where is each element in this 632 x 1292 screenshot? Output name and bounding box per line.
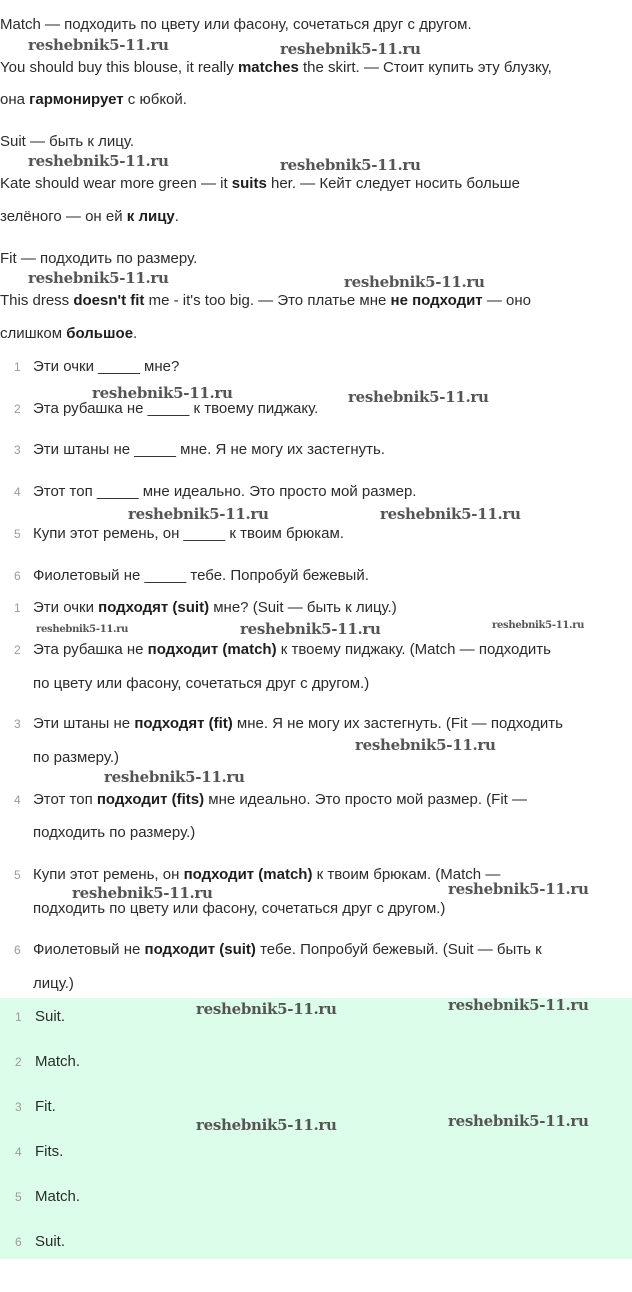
text: Фиолетовый не _____ тебе. Попробуй бежевый. (33, 567, 369, 584)
text: Fit. (35, 1098, 56, 1115)
text-line (0, 59, 552, 77)
item-number: 3 (14, 717, 21, 731)
watermark: reshebnik5-11.ru (448, 1112, 589, 1130)
text: Эти штаны не (33, 715, 135, 732)
exercise-line (33, 567, 369, 585)
bold-text: подходят (fit) (134, 715, 233, 732)
watermark: reshebnik5-11.ru (28, 269, 169, 287)
text: Fit — подходить по размеру. (0, 250, 198, 267)
text: Этот топ (33, 791, 97, 808)
text: мне. Я не могу их застегнуть. (Fit — подходить (232, 715, 563, 732)
exercise-line (33, 749, 119, 767)
watermark: reshebnik5-11.ru (240, 620, 381, 638)
watermark: reshebnik5-11.ru (380, 505, 521, 523)
answer-line (35, 1233, 65, 1251)
text: Этот топ _____ мне идеально. Это просто мой размер. (33, 483, 417, 500)
text: . (133, 325, 138, 342)
text: мне? (Suit — быть к лицу.) (209, 599, 397, 616)
text: лицу.) (33, 975, 74, 992)
text: You should buy this blouse, it really (0, 59, 238, 76)
text: Эти штаны не _____ мне. Я не могу их застегнуть. (33, 441, 385, 458)
answer-line (35, 1188, 80, 1206)
watermark: reshebnik5-11.ru (104, 768, 245, 786)
item-number: 1 (15, 1010, 22, 1024)
item-number: 5 (15, 1190, 22, 1204)
bold-text: подходит (match) (147, 641, 277, 658)
text: Suit. (35, 1233, 66, 1250)
watermark: reshebnik5-11.ru (28, 152, 169, 170)
watermark: reshebnik5-11.ru (196, 1116, 337, 1134)
exercise-line (33, 400, 318, 418)
text: мне идеально. Это просто мой размер. (Fit — (204, 791, 527, 808)
text-line (0, 16, 472, 34)
text: — оно (482, 292, 531, 309)
text: подходить по цвету или фасону, сочетаться друг с другом.) (33, 900, 446, 917)
text: Эти очки _____ мне? (33, 358, 180, 375)
text: зелёного — он ей (0, 208, 127, 225)
answer-line (35, 1143, 63, 1161)
exercise-line (33, 441, 385, 459)
bold-text: подходит (match) (183, 866, 313, 883)
bold-text: к лицу (126, 208, 175, 225)
text: Fits. (35, 1143, 64, 1160)
bold-text: не подходит (390, 292, 483, 309)
watermark: reshebnik5-11.ru (348, 388, 489, 406)
text: . (174, 208, 179, 225)
text: Фиолетовый не (33, 941, 145, 958)
watermark: reshebnik5-11.ru (355, 736, 496, 754)
exercise-line (33, 791, 527, 809)
item-number: 4 (14, 485, 21, 499)
exercise-line (33, 900, 445, 918)
answer-line (35, 1098, 56, 1116)
item-number: 1 (14, 601, 21, 615)
text-line (0, 325, 137, 343)
exercise-line (33, 715, 563, 733)
bold-text: гармонирует (29, 91, 124, 108)
text-line (0, 208, 179, 226)
exercise-line (33, 599, 397, 617)
watermark: reshebnik5-11.ru (36, 624, 129, 635)
bold-text: подходит (fits) (96, 791, 205, 808)
bold-text: matches (237, 59, 299, 76)
bold-text: большое (66, 325, 134, 342)
text: она (0, 91, 30, 108)
text: Эти очки (33, 599, 99, 616)
watermark: reshebnik5-11.ru (28, 36, 169, 54)
item-number: 6 (15, 1235, 22, 1249)
bold-text: подходят (suit) (98, 599, 210, 616)
text: me - it's too big. — Это платье мне (144, 292, 391, 309)
watermark: reshebnik5-11.ru (92, 384, 233, 402)
item-number: 2 (15, 1055, 22, 1069)
text: по цвету или фасону, сочетаться друг с другом.) (33, 675, 370, 692)
watermark: reshebnik5-11.ru (492, 620, 585, 631)
watermark: reshebnik5-11.ru (448, 996, 589, 1014)
exercise-line (33, 483, 416, 501)
text-line (0, 292, 531, 310)
text: Match. (35, 1053, 81, 1070)
exercise-line (33, 358, 179, 376)
exercise-line (33, 866, 500, 884)
exercise-line (33, 641, 551, 659)
item-number: 4 (14, 793, 21, 807)
item-number: 6 (14, 943, 21, 957)
text: по размеру.) (33, 749, 120, 766)
watermark: reshebnik5-11.ru (448, 880, 589, 898)
answer-line (35, 1008, 65, 1026)
watermark: reshebnik5-11.ru (280, 40, 421, 58)
watermark: reshebnik5-11.ru (72, 884, 213, 902)
text: к твоим брюкам. (Match — (312, 866, 501, 883)
exercise-line (33, 675, 369, 693)
text: Купи этот ремень, он _____ к твоим брюкам. (33, 525, 344, 542)
item-number: 3 (14, 443, 21, 457)
item-number: 1 (14, 360, 21, 374)
watermark: reshebnik5-11.ru (128, 505, 269, 523)
watermark: reshebnik5-11.ru (344, 273, 485, 291)
text: тебе. Попробуй бежевый. (Suit — быть к (255, 941, 542, 958)
text: подходить по размеру.) (33, 824, 196, 841)
text-line (0, 175, 520, 193)
exercise-line (33, 941, 542, 959)
bold-text: doesn't fit (73, 292, 145, 309)
item-number: 2 (14, 402, 21, 416)
text: Match — подходить по цвету или фасону, сочетаться друг с другом. (0, 16, 472, 33)
answer-line (35, 1053, 80, 1071)
item-number: 3 (15, 1100, 22, 1114)
exercise-line (33, 975, 74, 993)
text-line (0, 250, 197, 268)
text: слишком (0, 325, 67, 342)
item-number: 4 (15, 1145, 22, 1159)
item-number: 6 (14, 569, 21, 583)
text: Suit — быть к лицу. (0, 133, 135, 150)
text: the skirt. — Стоит купить эту блузку, (298, 59, 552, 76)
text: her. — Кейт следует носить больше (266, 175, 520, 192)
text: Kate should wear more green — it (0, 175, 232, 192)
exercise-line (33, 824, 195, 842)
item-number: 2 (14, 643, 21, 657)
text: Match. (35, 1188, 81, 1205)
text: к твоему пиджаку. (Match — подходить (276, 641, 551, 658)
text: Suit. (35, 1008, 66, 1025)
item-number: 5 (14, 527, 21, 541)
text-line (0, 133, 134, 151)
exercise-line (33, 525, 344, 543)
bold-text: suits (231, 175, 267, 192)
text: Эта рубашка не (33, 641, 148, 658)
text: с юбкой. (123, 91, 187, 108)
bold-text: подходит (suit) (144, 941, 256, 958)
text: Эта рубашка не _____ к твоему пиджаку. (33, 400, 319, 417)
watermark: reshebnik5-11.ru (196, 1000, 337, 1018)
text: This dress (0, 292, 74, 309)
watermark: reshebnik5-11.ru (280, 156, 421, 174)
text: Купи этот ремень, он (33, 866, 184, 883)
text-line (0, 91, 187, 109)
item-number: 5 (14, 868, 21, 882)
